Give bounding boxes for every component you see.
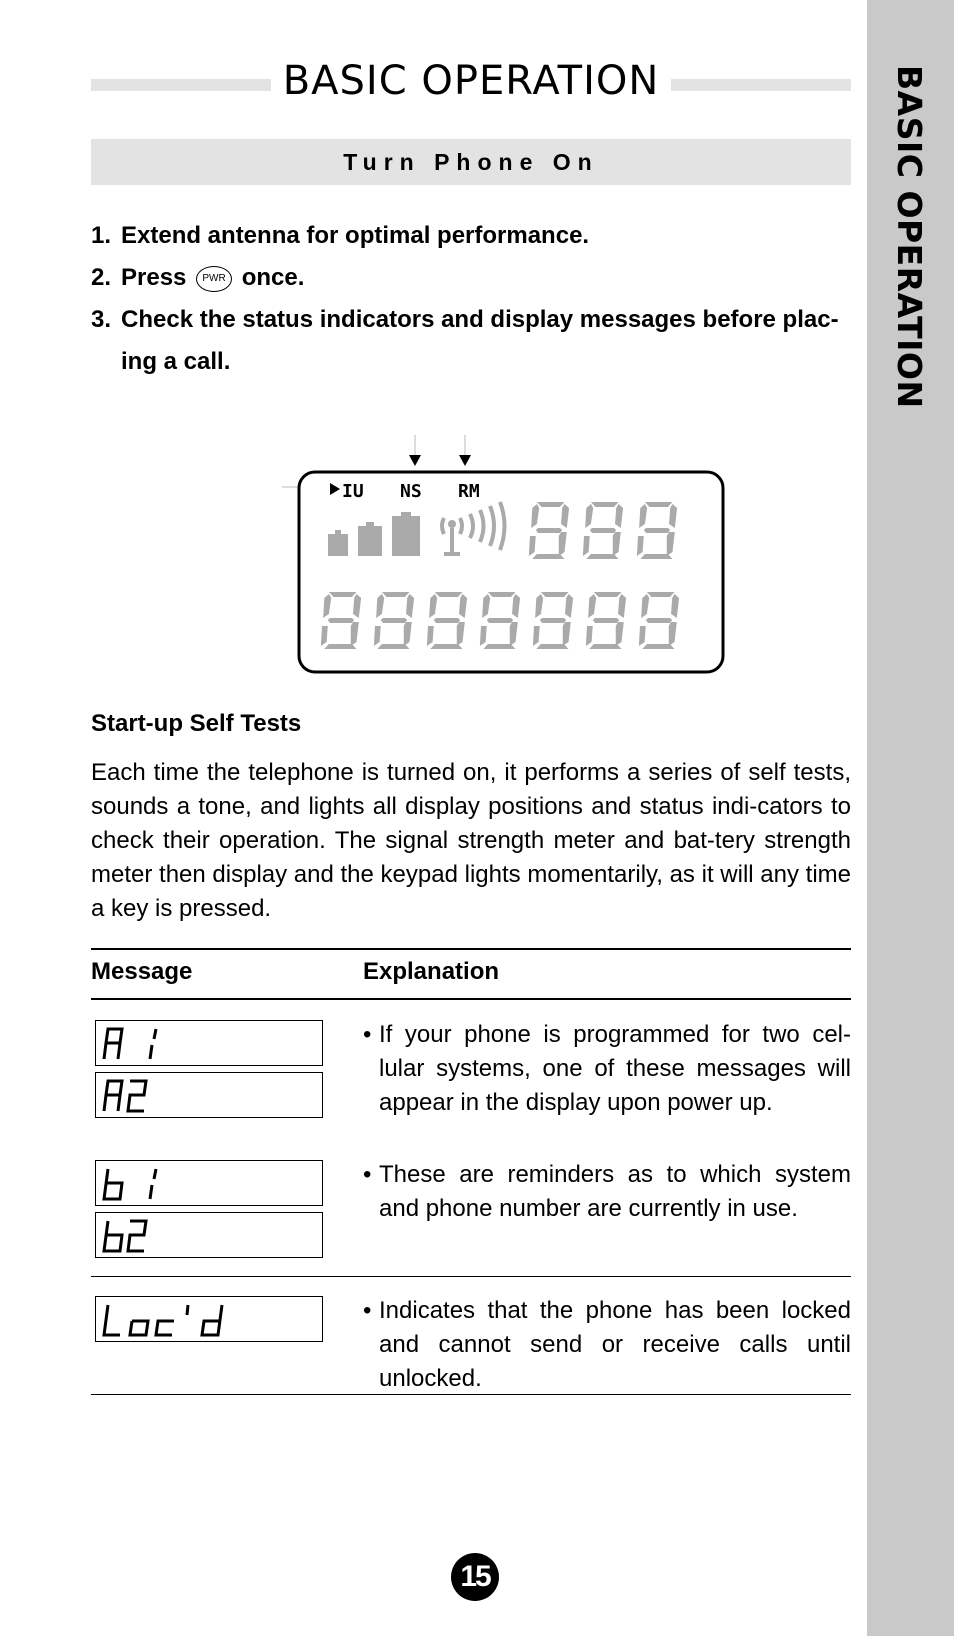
lcd-message-b1 [95,1160,323,1206]
step-number: 1. [91,222,112,249]
arrow-down-icon [459,455,471,466]
lcd-display-illustration [282,430,732,680]
table-header-explanation: Explanation [363,958,500,985]
indicator-ns: NS [400,481,422,502]
lcd-message-graphic [100,1165,220,1201]
arrow-down-icon [409,455,421,466]
bullet: • [363,1161,372,1188]
side-tab-label-wrap [867,65,954,409]
lcd-message-a1 [95,1020,323,1066]
lcd-message-locd [95,1296,323,1342]
section-banner-text: Turn Phone On [343,148,599,175]
page-title [91,58,851,104]
side-tab-label: BASIC OPERATION [889,65,929,409]
section-paragraph: Each time the telephone is turned on, it performs a series of self tests, sounds a tone, and lights all display positions and status indi-cators to check their operation. The signal strength meter and bat-tery strength meter then display and the keypad lights momentarily, as it will any time a key is pressed. [91,759,851,922]
indicator-iu: IU [342,481,364,502]
explanation-text: If your phone is programmed for two cel-lular systems, one of these messages will appear in the display upon power up. [379,1021,851,1116]
explanation-text: These are reminders as to which system and phone number are currently in use. [379,1161,851,1222]
lcd-message-graphic [100,1301,260,1337]
section-banner [91,139,851,185]
table-row-rule [91,1276,851,1277]
lcd-display-graphic [282,430,732,680]
table-explanation [363,1294,851,1396]
lcd-message-graphic [100,1077,220,1113]
side-tab [867,0,954,1636]
table-header-message: Message [91,958,193,985]
step-3 [91,299,851,383]
explanation-text: Indicates that the phone has been locked and cannot send or receive calls until unlocked. [379,1297,851,1392]
pwr-key-icon: PWR [196,266,232,292]
step-number: 3. [91,306,112,333]
table-top-rule [91,948,851,950]
table-explanation [363,1158,851,1226]
lcd-message-graphic [100,1025,220,1061]
step-text: Check the status indicators and display messages before plac-ing a call. [121,306,839,375]
table-header-rule [91,998,851,1000]
bullet: • [363,1297,372,1324]
page-number-badge: 15 [451,1553,499,1601]
lcd-message-b2 [95,1212,323,1258]
step-number: 2. [91,264,112,291]
lcd-message-a2 [95,1072,323,1118]
step-text-pre: Press [121,264,187,291]
section-heading: Start-up Self Tests [91,710,302,737]
step-1 [91,215,851,257]
step-2 [91,257,851,299]
step-text: Extend antenna for optimal performance. [121,222,590,249]
lcd-message-graphic [100,1217,220,1253]
indicator-rm: RM [458,481,480,502]
page-title-text: BASIC OPERATION [271,58,672,104]
table-bottom-rule [91,1394,851,1395]
bullet: • [363,1021,372,1048]
table-explanation [363,1018,851,1120]
step-text-post: once. [241,264,305,291]
steps-list [91,215,851,383]
